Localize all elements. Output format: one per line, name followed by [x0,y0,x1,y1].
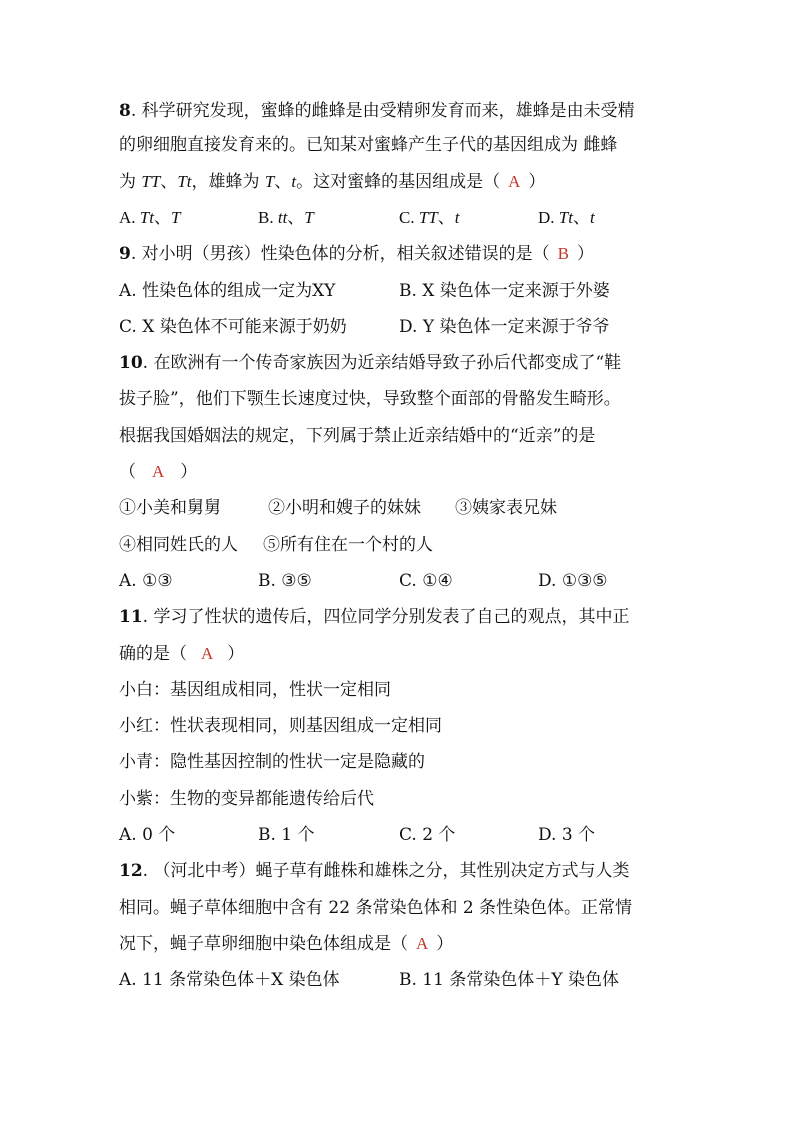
q8-option-d [538,207,595,229]
option-genotype: TT [418,208,438,227]
q8-genotype: Tt [177,172,192,191]
q10-open-paren: （ [119,462,136,482]
q10-number: 10 [119,353,143,373]
option-sep: 、 [287,208,305,228]
q11-view-3: 小青：隐性基因控制的性状一定是隐藏的 [119,752,425,772]
option-genotype: t [589,208,595,227]
q8-line-1 [119,100,635,122]
q10-line-1 [119,352,621,374]
q10-item-5: ⑤所有住在一个村的人 [263,535,433,555]
q11-view-4: 小紫：生物的变异都能遗传给后代 [119,789,374,809]
option-label: B. [258,208,278,227]
option-genotype: T [304,208,314,227]
q12-line-3 [119,933,453,955]
q11-text-2: 确的是（ [119,644,187,664]
q11-option-c: C. 2 个 [399,825,456,845]
q9-option-c: C. X 染色体不可能来源于奶奶 [119,317,347,337]
q9-stem: . 对小明（男孩）性染色体的分析，相关叙述错误的是（ [130,244,550,264]
q10-item-1: ①小美和舅舅 [119,498,221,518]
option-label: A. [119,208,140,227]
option-genotype: tt [277,208,288,227]
q10-answer: A [152,462,165,481]
q11-line-2 [119,643,244,665]
q8-answer: A [508,172,521,191]
q11-number: 11 [119,607,143,627]
q10-answer-line [119,461,197,483]
q8-genotype: TT [141,172,161,191]
q11-line-1 [119,606,629,628]
q12-close-paren: ） [436,934,454,954]
q8-close-paren: ） [528,172,546,192]
q10-item-3: ③姨家表兄妹 [455,498,557,518]
q11-option-a: A. 0 个 [119,825,176,845]
q10-text-1: . 在欧洲有一个传奇家族因为近亲结婚导致子孙后代都变成了“鞋 [142,353,622,373]
q9-line-1 [119,243,594,265]
q10-option-a: A. ①③ [119,571,173,591]
q8-genotype: T [264,172,275,191]
q11-close-paren: ） [227,644,245,664]
q12-line-1 [119,860,629,882]
q9-close-paren: ） [577,244,594,264]
option-genotype: Tt [139,208,154,227]
q8-option-c [399,207,460,229]
q11-view-1: 小白：基因组成相同，性状一定相同 [119,680,391,700]
q8-option-b [258,207,314,229]
option-genotype: T [170,208,181,227]
option-sep: 、 [153,208,171,228]
q9-answer: B [557,244,569,263]
q10-item-4: ④相同姓氏的人 [119,535,238,555]
q10-option-d: D. ①③⑤ [538,571,608,591]
q8-text-1: . 科学研究发现，蜜蜂的雌蜂是由受精卵发育而来，雄蜂是由未受精 [130,101,635,121]
q12-option-b: B. 11 条常染色体＋Y 染色体 [399,970,619,990]
q10-close-paren: ） [180,462,198,482]
option-sep: 、 [437,208,455,228]
q10-item-2: ②小明和嫂子的妹妹 [268,498,421,518]
q8-sep: 、 [160,172,178,192]
q8-text-mid: ，雄蜂为 [191,172,265,192]
q11-option-d: D. 3 个 [538,825,596,845]
q12-number: 12 [119,861,143,881]
q12-answer: A [416,934,429,953]
option-sep: 、 [572,208,590,228]
option-genotype: Tt [558,208,573,227]
q12-option-a: A. 11 条常染色体＋X 染色体 [119,970,340,990]
q12-text-3: 况下，蝇子草卵细胞中染色体组成是（ [119,934,408,954]
q11-text-1: . 学习了性状的遗传后，四位同学分别发表了自己的观点，其中正 [142,607,630,627]
q9-option-b: B. X 染色体一定来源于外婆 [399,281,610,301]
q9-option-a: A. 性染色体的组成一定为XY [119,281,336,301]
q8-line-2: 的卵细胞直接发育来的。已知某对蜜蜂产生子代的基因组成为 雌蜂 [119,135,618,155]
q8-text-pre: 为 [119,172,142,192]
q10-line-2: 拔子脸”，他们下颚生长速度过快，导致整个面部的骨骼发生畸形。 [119,389,621,409]
q8-sep: 、 [274,172,292,192]
option-label: D. [538,208,559,227]
q11-view-2: 小红：性状表现相同，则基因组成一定相同 [119,716,442,736]
q9-number: 9 [119,244,131,264]
q11-option-b: B. 1 个 [258,825,315,845]
q10-line-3: 根据我国婚姻法的规定，下列属于禁止近亲结婚中的“近亲”的是 [119,426,596,446]
option-genotype: t [454,208,460,227]
q12-line-2: 相同。蝇子草体细胞中含有 22 条常染色体和 2 条性染色体。正常情 [119,898,633,918]
q12-text-1: . （河北中考）蝇子草有雌株和雄株之分，其性别决定方式与人类 [142,861,630,881]
q8-number: 8 [119,101,131,121]
q8-line-3 [119,171,545,193]
q10-option-b: B. ③⑤ [258,571,312,591]
q11-answer: A [201,644,214,663]
q8-genotype: t [291,172,297,191]
q9-option-d: D. Y 染色体一定来源于爷爷 [399,317,610,337]
q8-text-post: 。这对蜜蜂的基因组成是（ [296,172,501,192]
q10-option-c: C. ①④ [399,571,453,591]
q8-option-a [119,207,180,229]
option-label: C. [399,208,419,227]
